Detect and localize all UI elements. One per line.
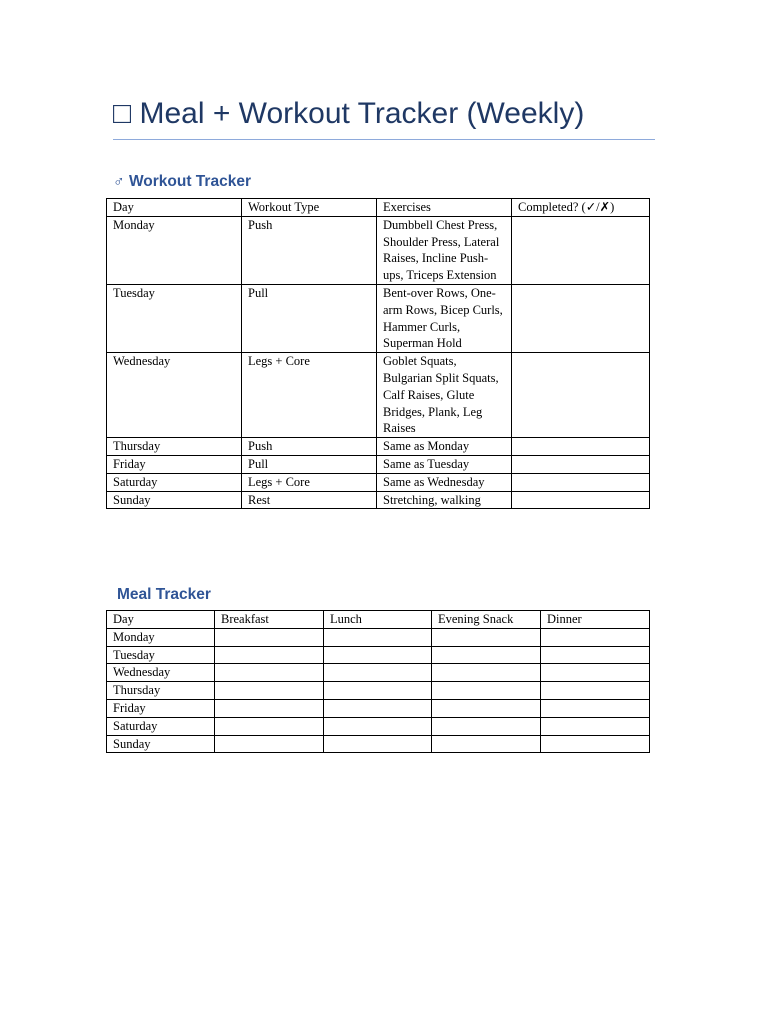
day-cell: Wednesday xyxy=(107,353,242,438)
day-cell: Tuesday xyxy=(107,646,215,664)
table-row xyxy=(107,735,650,753)
table-row xyxy=(107,646,650,664)
dinner-cell[interactable] xyxy=(541,682,650,700)
exercises-cell: Bent-over Rows, One-arm Rows, Bicep Curls, Hammer Curls, Superman Hold xyxy=(377,284,512,352)
day-cell: Saturday xyxy=(107,473,242,491)
column-header: Breakfast xyxy=(215,611,324,629)
day-cell: Friday xyxy=(107,699,215,717)
lunch-cell[interactable] xyxy=(324,699,432,717)
table-row xyxy=(107,699,650,717)
exercises-cell: Same as Wednesday xyxy=(377,473,512,491)
workout-table xyxy=(106,198,650,509)
title-text: Meal + Workout Tracker (Weekly) xyxy=(139,97,585,130)
breakfast-cell[interactable] xyxy=(215,682,324,700)
evening-snack-cell[interactable] xyxy=(432,735,541,753)
evening-snack-cell[interactable] xyxy=(432,717,541,735)
workout-header-row xyxy=(107,199,650,217)
title-icon: □ xyxy=(113,97,132,130)
day-cell: Friday xyxy=(107,455,242,473)
completed-cell[interactable] xyxy=(512,491,650,509)
workout-heading-text: Workout Tracker xyxy=(128,173,251,190)
exercises-cell: Stretching, walking xyxy=(377,491,512,509)
table-row xyxy=(107,284,650,352)
dinner-cell[interactable] xyxy=(541,664,650,682)
evening-snack-cell[interactable] xyxy=(432,682,541,700)
completed-cell[interactable] xyxy=(512,455,650,473)
workout-type-cell: Push xyxy=(242,438,377,456)
lunch-cell[interactable] xyxy=(324,646,432,664)
table-row xyxy=(107,216,650,284)
meal-header-row xyxy=(107,611,650,629)
day-cell: Monday xyxy=(107,216,242,284)
lunch-cell[interactable] xyxy=(324,682,432,700)
lunch-cell[interactable] xyxy=(324,717,432,735)
breakfast-cell[interactable] xyxy=(215,699,324,717)
table-row xyxy=(107,664,650,682)
breakfast-cell[interactable] xyxy=(215,628,324,646)
meal-table xyxy=(106,610,650,753)
table-row xyxy=(107,473,650,491)
column-header: Completed? (✓/✗) xyxy=(512,199,650,217)
day-cell: Thursday xyxy=(107,438,242,456)
workout-type-cell: Pull xyxy=(242,284,377,352)
breakfast-cell[interactable] xyxy=(215,664,324,682)
dinner-cell[interactable] xyxy=(541,646,650,664)
breakfast-cell[interactable] xyxy=(215,717,324,735)
breakfast-cell[interactable] xyxy=(215,735,324,753)
document-title xyxy=(113,94,658,134)
day-cell: Tuesday xyxy=(107,284,242,352)
day-cell: Wednesday xyxy=(107,664,215,682)
table-row xyxy=(107,455,650,473)
table-row xyxy=(107,491,650,509)
title-divider xyxy=(113,139,655,140)
workout-type-cell: Rest xyxy=(242,491,377,509)
exercises-cell: Same as Tuesday xyxy=(377,455,512,473)
breakfast-cell[interactable] xyxy=(215,646,324,664)
exercises-cell: Goblet Squats, Bulgarian Split Squats, Calf Raises, Glute Bridges, Plank, Leg Raises xyxy=(377,353,512,438)
evening-snack-cell[interactable] xyxy=(432,646,541,664)
male-symbol-icon: ♂ xyxy=(113,173,125,190)
day-cell: Sunday xyxy=(107,491,242,509)
column-header: Lunch xyxy=(324,611,432,629)
column-header: Workout Type xyxy=(242,199,377,217)
lunch-cell[interactable] xyxy=(324,664,432,682)
table-row xyxy=(107,628,650,646)
exercises-cell: Dumbbell Chest Press, Shoulder Press, Lateral Raises, Incline Push-ups, Triceps Extension xyxy=(377,216,512,284)
table-row xyxy=(107,353,650,438)
meal-heading: Meal Tracker xyxy=(117,586,211,603)
dinner-cell[interactable] xyxy=(541,717,650,735)
workout-type-cell: Legs + Core xyxy=(242,473,377,491)
column-header: Day xyxy=(107,611,215,629)
workout-type-cell: Legs + Core xyxy=(242,353,377,438)
column-header: Evening Snack xyxy=(432,611,541,629)
dinner-cell[interactable] xyxy=(541,735,650,753)
workout-type-cell: Pull xyxy=(242,455,377,473)
column-header: Exercises xyxy=(377,199,512,217)
day-cell: Thursday xyxy=(107,682,215,700)
workout-heading xyxy=(113,172,251,192)
dinner-cell[interactable] xyxy=(541,699,650,717)
table-row xyxy=(107,438,650,456)
completed-cell[interactable] xyxy=(512,438,650,456)
workout-type-cell: Push xyxy=(242,216,377,284)
evening-snack-cell[interactable] xyxy=(432,699,541,717)
lunch-cell[interactable] xyxy=(324,735,432,753)
completed-cell[interactable] xyxy=(512,284,650,352)
column-header: Dinner xyxy=(541,611,650,629)
table-row xyxy=(107,682,650,700)
column-header: Day xyxy=(107,199,242,217)
dinner-cell[interactable] xyxy=(541,628,650,646)
completed-cell[interactable] xyxy=(512,216,650,284)
completed-cell[interactable] xyxy=(512,473,650,491)
day-cell: Saturday xyxy=(107,717,215,735)
table-row xyxy=(107,717,650,735)
lunch-cell[interactable] xyxy=(324,628,432,646)
day-cell: Sunday xyxy=(107,735,215,753)
exercises-cell: Same as Monday xyxy=(377,438,512,456)
evening-snack-cell[interactable] xyxy=(432,664,541,682)
evening-snack-cell[interactable] xyxy=(432,628,541,646)
completed-cell[interactable] xyxy=(512,353,650,438)
day-cell: Monday xyxy=(107,628,215,646)
